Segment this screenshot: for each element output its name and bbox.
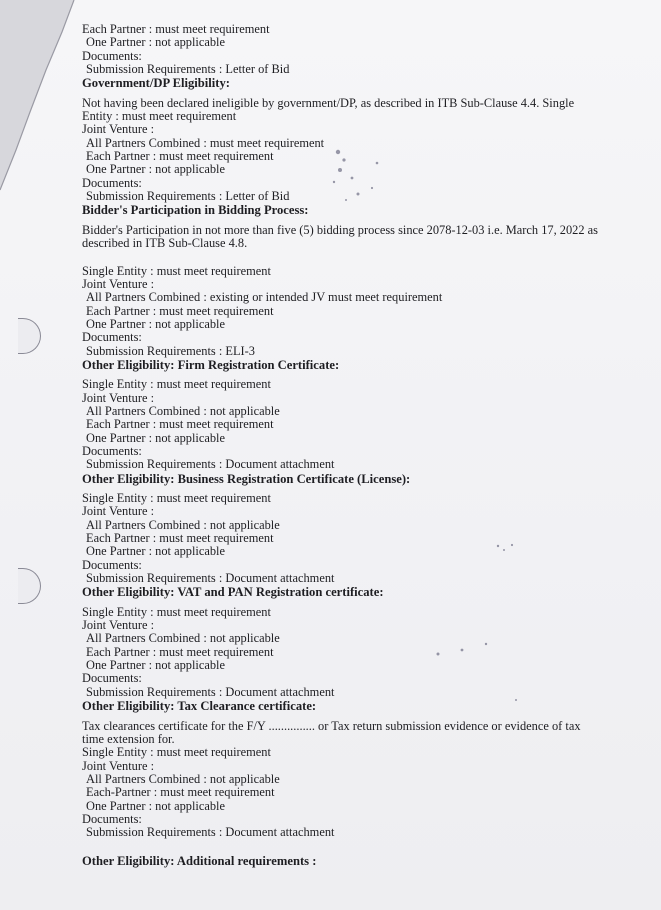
section-heading: Bidder's Participation in Bidding Process: (82, 203, 309, 218)
doc-line: Documents: (82, 811, 142, 826)
section-heading: Other Eligibility: Tax Clearance certificate: (82, 699, 317, 714)
section-heading: Other Eligibility: Additional requirements : (82, 853, 317, 868)
doc-line: Single Entity : must meet requirement (82, 745, 271, 760)
section-heading: Other Eligibility: Firm Registration Certificate: (82, 357, 340, 372)
document-body (82, 23, 642, 868)
doc-line: One Partner : not applicable (86, 162, 226, 177)
doc-line: Submission Requirements : Document attachment (86, 457, 335, 472)
doc-line: All Partners Combined : must meet requirement (86, 135, 325, 150)
doc-line: Submission Requirements : Document attachment (86, 571, 335, 586)
doc-line: All Partners Combined : existing or intended JV must meet requirement (86, 290, 443, 305)
doc-line: One Partner : not applicable (86, 35, 226, 50)
section-heading: Other Eligibility: Business Registration Certificate (License): (82, 471, 411, 486)
doc-line: One Partner : not applicable (86, 798, 226, 813)
doc-line: Documents: (82, 330, 142, 345)
doc-line: Single Entity : must meet requirement (82, 377, 271, 392)
doc-line: Documents: (82, 443, 142, 458)
doc-line: Each Partner : must meet requirement (86, 417, 274, 432)
section-paragraph: Bidder's Participation in not more than five (5) bidding process since 2078-12-03 i.e. March 17, 2022 as described in ITB Sub-Clause 4.8. (82, 222, 598, 251)
doc-line: Submission Requirements : Letter of Bid (86, 62, 290, 77)
doc-line: Documents: (82, 48, 142, 63)
doc-line: All Partners Combined : not applicable (86, 771, 280, 786)
section-paragraph: Tax clearances certificate for the F/Y ............... or Tax return submission evidence or evidence of tax time extension for. (82, 718, 581, 746)
doc-line: Single Entity : must meet requirement (82, 491, 271, 505)
section-heading: Government/DP Eligibility: (82, 76, 230, 91)
doc-line: Submission Requirements : Document attachment (86, 684, 335, 699)
doc-line: Joint Venture : (82, 758, 155, 773)
doc-line: Submission Requirements : ELI-3 (86, 343, 255, 358)
section-heading: Other Eligibility: VAT and PAN Registration certificate: (82, 585, 384, 600)
doc-line: Each-Partner : must meet requirement (86, 785, 275, 800)
doc-line: Each Partner : must meet requirement (86, 644, 274, 659)
doc-line: Joint Venture : (82, 276, 155, 291)
doc-line: Each Partner : must meet requirement (86, 531, 274, 546)
doc-line: Single Entity : must meet requirement (82, 263, 271, 278)
doc-line: Documents: (82, 557, 142, 572)
doc-line: All Partners Combined : not applicable (86, 631, 280, 646)
doc-line: Each Partner : must meet requirement (86, 303, 274, 318)
doc-line: All Partners Combined : not applicable (86, 517, 280, 532)
doc-line: Joint Venture : (82, 504, 155, 519)
doc-line: Documents: (82, 175, 142, 190)
doc-line: Documents: (82, 671, 142, 686)
doc-line: One Partner : not applicable (86, 430, 226, 445)
doc-line: Joint Venture : (82, 122, 155, 137)
doc-line: Submission Requirements : Document attachment (86, 825, 335, 840)
doc-line: All Partners Combined : not applicable (86, 403, 280, 418)
doc-line: Submission Requirements : Letter of Bid (86, 189, 290, 204)
doc-line: One Partner : not applicable (86, 544, 226, 559)
doc-line: One Partner : not applicable (86, 316, 226, 331)
doc-line: Joint Venture : (82, 618, 155, 633)
doc-line: Each Partner : must meet requirement (86, 149, 274, 164)
doc-line: One Partner : not applicable (86, 658, 226, 673)
doc-line: Single Entity : must meet requirement (82, 604, 271, 619)
doc-line: Each Partner : must meet requirement (82, 22, 270, 36)
doc-line: Joint Venture : (82, 390, 155, 405)
section-paragraph: Not having been declared ineligible by government/DP, as described in ITB Sub-Clause 4.4. Single Entity : must meet requirement (82, 95, 575, 124)
